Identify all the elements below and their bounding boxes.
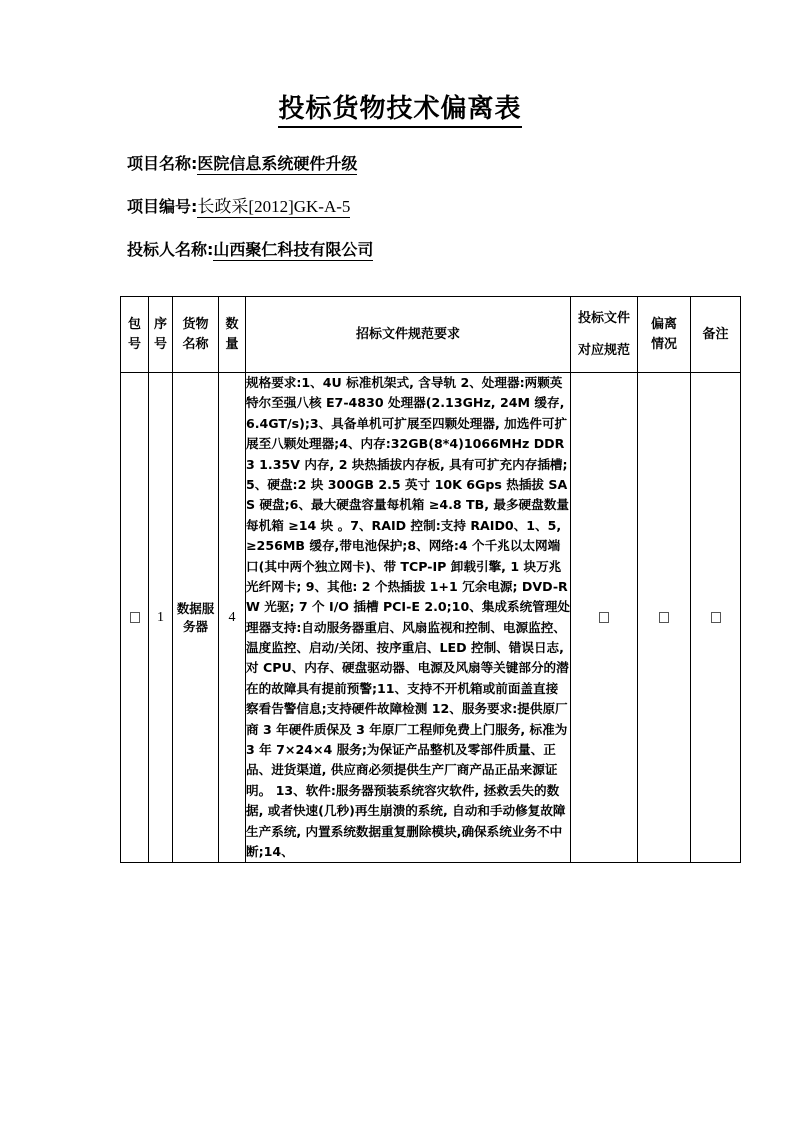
cell-goods-name-line1: 数据服 — [176, 600, 215, 616]
checkbox-icon-remark[interactable] — [711, 612, 721, 623]
meta-bidder-name-label: 投标人名称: — [127, 239, 214, 259]
column-header-seq-no — [149, 297, 173, 373]
column-header-quantity-line1: 数 — [225, 317, 239, 332]
column-header-seq-no-line1: 序 — [153, 317, 167, 332]
column-header-bag-no — [121, 297, 149, 373]
cell-bag-no[interactable] — [121, 373, 149, 863]
meta-project-number-label: 项目编号: — [127, 196, 198, 216]
cell-deviation[interactable] — [638, 373, 691, 863]
column-header-goods-name-line2: 名称 — [182, 336, 209, 352]
cell-goods-name — [173, 373, 219, 863]
column-header-remark: 备注 — [691, 297, 741, 373]
column-header-goods-name — [173, 297, 219, 373]
column-header-bag-no-line1: 包 — [127, 317, 141, 332]
document-meta-block — [0, 153, 800, 261]
cell-seq-no: 1 — [149, 373, 173, 863]
column-header-deviation-line2: 情况 — [650, 336, 677, 352]
meta-project-name-label: 项目名称: — [127, 153, 198, 173]
column-header-bid-doc-ref-line1: 投标文件 — [577, 310, 630, 326]
page-title-text: 投标货物技术偏离表 — [278, 94, 521, 128]
meta-project-number — [127, 196, 800, 218]
column-header-deviation-line1: 偏离 — [650, 317, 677, 332]
column-header-seq-no-line2: 号 — [153, 336, 167, 352]
spec-requirement-text: 规格要求:1、4U 标准机架式, 含导轨 2、处理器:两颗英特尔至强八核 E7-4830 处理器(2.13GHz, 24M 缓存, 6.4GT/s);3、具备单机可扩展至四颗处理器, 加选件可扩展至八颗处理器;4、内存:32GB(8*4)1066MHz DDR3 1.35V 内存, 2 块热插拔内存板, 具有可扩充内存插槽;5、硬盘:2 块 300GB 2.5 英寸 10K 6Gps 热插拔 SAS 硬盘;6、最大硬盘容量每机箱 ≥4.8 TB, 最多硬盘数量每机箱 ≥14 块 。7、RAID 控制:支持 RAID0、1、5, ≥256MB 缓存,带电池保护;8、网络:4 个千兆以太网端口(其中两个独立网卡)、带 TCP-IP 卸载引擎, 1 块万兆光纤网卡; 9、其他: 2 个热插拔 1+1 冗余电源; DVD-RW 光驱; 7 个 I/O 插槽 PCI-E 2.0;10、集成系统管理处理器支持:自动服务器重启、风扇监视和控制、电源监控、温度监控、启动/关闭、按序重启、LED 控制、错误日志, 对 CPU、内存、硬盘驱动器、电源及风扇等关键部分的潜在的故障具有提前预警;11、支持不开机箱或前面盖直接察看告警信息;支持硬件故障检测 12、服务要求:提供原厂商 3 年硬件质保及 3 年原厂工程师免费上门服务, 标准为 3 年 7×24×4 服务;为保证产品整机及零部件质量、正品、进货渠道, 供应商必须提供生产厂商产品正品来源证明。 13、软件:服务器预装系统容灾软件, 拯救丢失的数据, 或者快速(几秒)再生崩溃的系统, 自动和手动修复故障生产系统, 内置系统数据重复删除模块,确保系统业务不中断;14、 — [246, 375, 570, 859]
cell-spec-requirement — [246, 373, 571, 863]
deviation-table-wrapper — [120, 296, 740, 863]
cell-bid-doc-ref[interactable] — [571, 373, 638, 863]
column-header-bid-doc-ref-line2: 对应规范 — [577, 343, 630, 358]
table-header-row — [121, 297, 741, 373]
page-title — [0, 0, 800, 125]
column-header-spec-requirement: 招标文件规范要求 — [246, 297, 571, 373]
meta-bidder-name-value: 山西聚仁科技有限公司 — [213, 239, 374, 259]
checkbox-icon-bid-doc-ref[interactable] — [599, 612, 609, 623]
column-header-quantity-line2: 量 — [225, 336, 239, 352]
cell-quantity: 4 — [219, 373, 246, 863]
cell-goods-name-line2: 务器 — [182, 618, 208, 634]
table-row — [121, 373, 741, 863]
column-header-bid-doc-ref — [571, 297, 638, 373]
checkbox-icon-deviation[interactable] — [659, 612, 669, 623]
meta-bidder-name — [127, 239, 800, 261]
checkbox-icon-bag-no[interactable] — [130, 612, 140, 623]
cell-remark[interactable] — [691, 373, 741, 863]
column-header-deviation — [638, 297, 691, 373]
meta-project-number-value: 长政采[2012]GK-A-5 — [197, 196, 351, 216]
deviation-table — [120, 296, 741, 863]
column-header-bag-no-line2: 号 — [127, 336, 141, 352]
column-header-quantity — [219, 297, 246, 373]
meta-project-name — [127, 153, 800, 175]
column-header-goods-name-line1: 货物 — [182, 317, 209, 332]
meta-project-name-value: 医院信息系统硬件升级 — [197, 153, 358, 173]
